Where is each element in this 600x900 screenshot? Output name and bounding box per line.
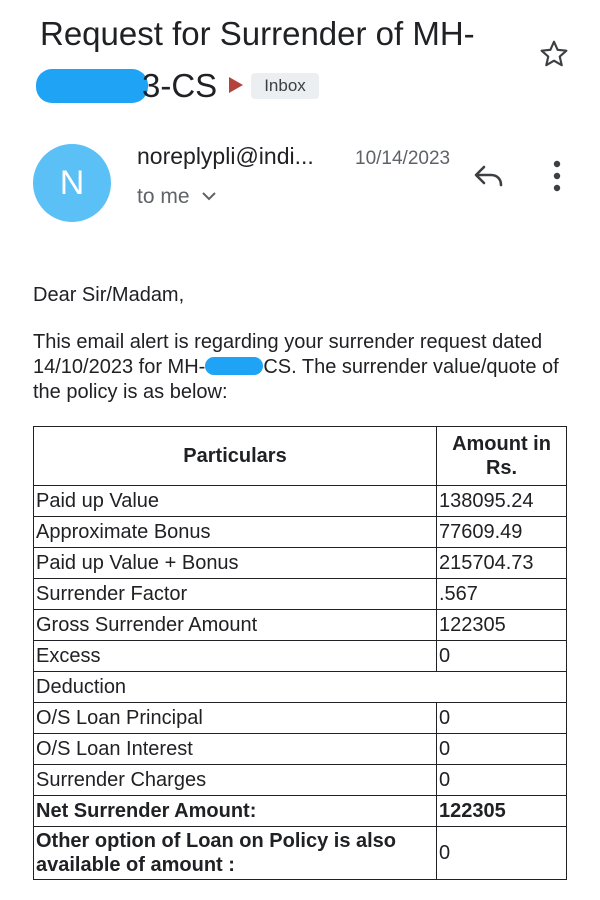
table-row	[34, 641, 567, 672]
row-label: Paid up Value	[34, 486, 437, 517]
table-row	[34, 734, 567, 765]
table-row	[34, 610, 567, 641]
row-label: Net Surrender Amount:	[34, 796, 437, 827]
greeting: Dear Sir/Madam,	[33, 284, 185, 306]
table-row	[34, 703, 567, 734]
table-row	[34, 796, 567, 827]
inbox-label-chip[interactable]: Inbox	[251, 73, 319, 99]
row-value: 122305	[437, 610, 567, 641]
table-header-row	[34, 427, 567, 486]
row-value: 0	[437, 765, 567, 796]
row-label: Surrender Charges	[34, 765, 437, 796]
row-value: 138095.24	[437, 486, 567, 517]
row-value: 0	[437, 734, 567, 765]
row-value: 122305	[437, 796, 567, 827]
row-value: 0	[437, 827, 567, 880]
row-label: Other option of Loan on Policy is also available of amount :	[34, 827, 437, 880]
row-label: Paid up Value + Bonus	[34, 548, 437, 579]
email-date: 10/14/2023	[355, 148, 451, 169]
table-row	[34, 517, 567, 548]
email-body	[33, 283, 573, 405]
more-vert-icon[interactable]	[546, 158, 568, 194]
subject-text-end: 3-CS	[142, 67, 218, 104]
row-label: Approximate Bonus	[34, 517, 437, 548]
sender-name[interactable]: noreplypli@indi...	[137, 143, 314, 169]
intro-paragraph	[33, 330, 573, 405]
row-label: Excess	[34, 641, 437, 672]
table-row	[34, 579, 567, 610]
surrender-quote-table	[33, 426, 567, 880]
intro-text-end: CS. The surrender value/quote of the policy is as below:	[33, 356, 559, 403]
table-row	[34, 827, 567, 880]
recipient-details-toggle[interactable]	[137, 185, 217, 209]
column-header-amount: Amount in Rs.	[437, 427, 567, 486]
redaction-mark	[36, 69, 148, 103]
row-label: O/S Loan Principal	[34, 703, 437, 734]
row-label: Deduction	[34, 672, 567, 703]
row-label: Surrender Factor	[34, 579, 437, 610]
row-value: 0	[437, 641, 567, 672]
reply-icon[interactable]	[472, 162, 506, 190]
column-header-particulars: Particulars	[34, 427, 437, 486]
table-row	[34, 765, 567, 796]
table-row	[34, 672, 567, 703]
row-label: Gross Surrender Amount	[34, 610, 437, 641]
redaction-mark	[205, 357, 263, 375]
star-icon[interactable]	[538, 38, 570, 70]
important-marker-icon[interactable]	[229, 77, 243, 93]
recipient-text: to me	[137, 185, 190, 208]
table-row	[34, 548, 567, 579]
row-value: 77609.49	[437, 517, 567, 548]
table-row	[34, 486, 567, 517]
subject-text-start: Request for Surrender of MH-	[40, 15, 475, 52]
intro-text-start: This email alert is regarding your surrender request dated 14/10/2023 for MH-	[33, 331, 543, 378]
row-value: 0	[437, 703, 567, 734]
row-label: O/S Loan Interest	[34, 734, 437, 765]
row-value: 215704.73	[437, 548, 567, 579]
row-value: .567	[437, 579, 567, 610]
sender-avatar[interactable]: N	[33, 144, 111, 222]
email-subject	[40, 8, 510, 112]
chevron-down-icon	[201, 190, 217, 202]
